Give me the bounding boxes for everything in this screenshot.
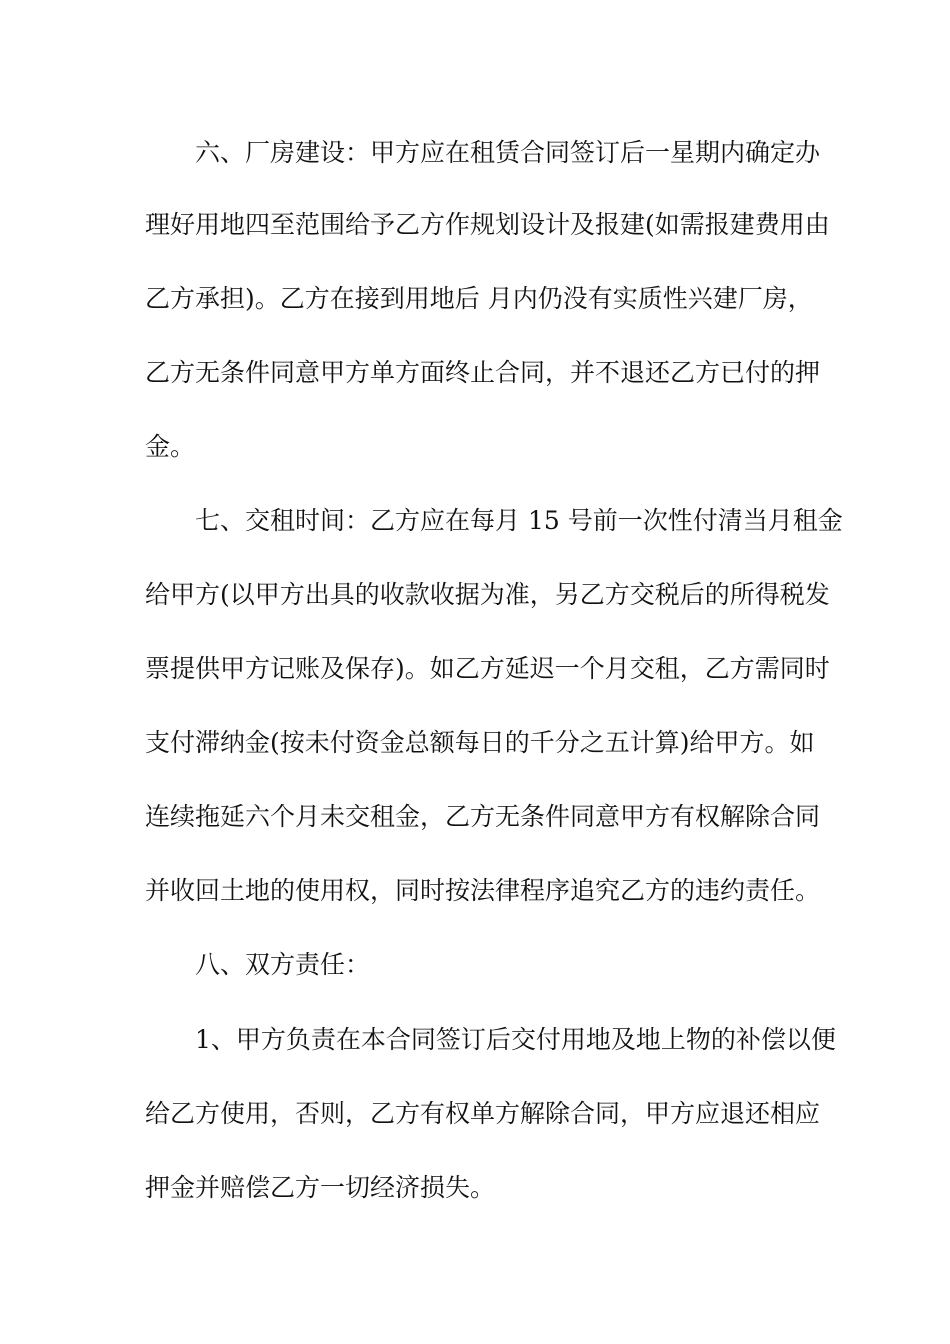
clause-7-line-1: 七、交租时间：乙方应在每月 15 号前一次性付清当月租金 [195,506,843,535]
clause-6-line-1: 六、厂房建设：甲方应在租赁合同签订后一星期内确定办 [195,138,821,167]
clause-8-item-1-line-2: 给乙方使用，否则，乙方有权单方解除合同，甲方应退还相应 [145,1099,821,1128]
clause-7-line-4: 支付滞纳金(按未付资金总额每日的千分之五计算)给甲方。如 [145,728,815,757]
clause-6-line-3: 乙方承担)。乙方在接到用地后 月内仍没有实质性兴建厂房， [145,284,813,313]
clause-7-line-3: 票提供甲方记账及保存)。如乙方延迟一个月交租，乙方需同时 [145,654,830,683]
clause-6-line-2: 理好用地四至范围给予乙方作规划设计及报建(如需报建费用由 [145,210,830,239]
clause-7-line-5: 连续拖延六个月未交租金，乙方无条件同意甲方有权解除合同 [145,802,821,831]
clause-7-line-6: 并收回土地的使用权，同时按法律程序追究乙方的违约责任。 [145,876,821,905]
clause-7-line-2: 给甲方(以甲方出具的收款收据为准，另乙方交税后的所得税发 [145,580,830,609]
clause-6-line-5: 金。 [145,432,196,461]
clause-8-item-1-line-3: 押金并赔偿乙方一切经济损失。 [145,1173,496,1202]
clause-8-item-1-line-1: 1、甲方负责在本合同签订后交付用地及地上物的补偿以便 [195,1025,836,1054]
clause-6-line-4: 乙方无条件同意甲方单方面终止合同，并不退还乙方已付的押 [145,358,821,387]
clause-8-heading: 八、双方责任： [195,950,371,979]
